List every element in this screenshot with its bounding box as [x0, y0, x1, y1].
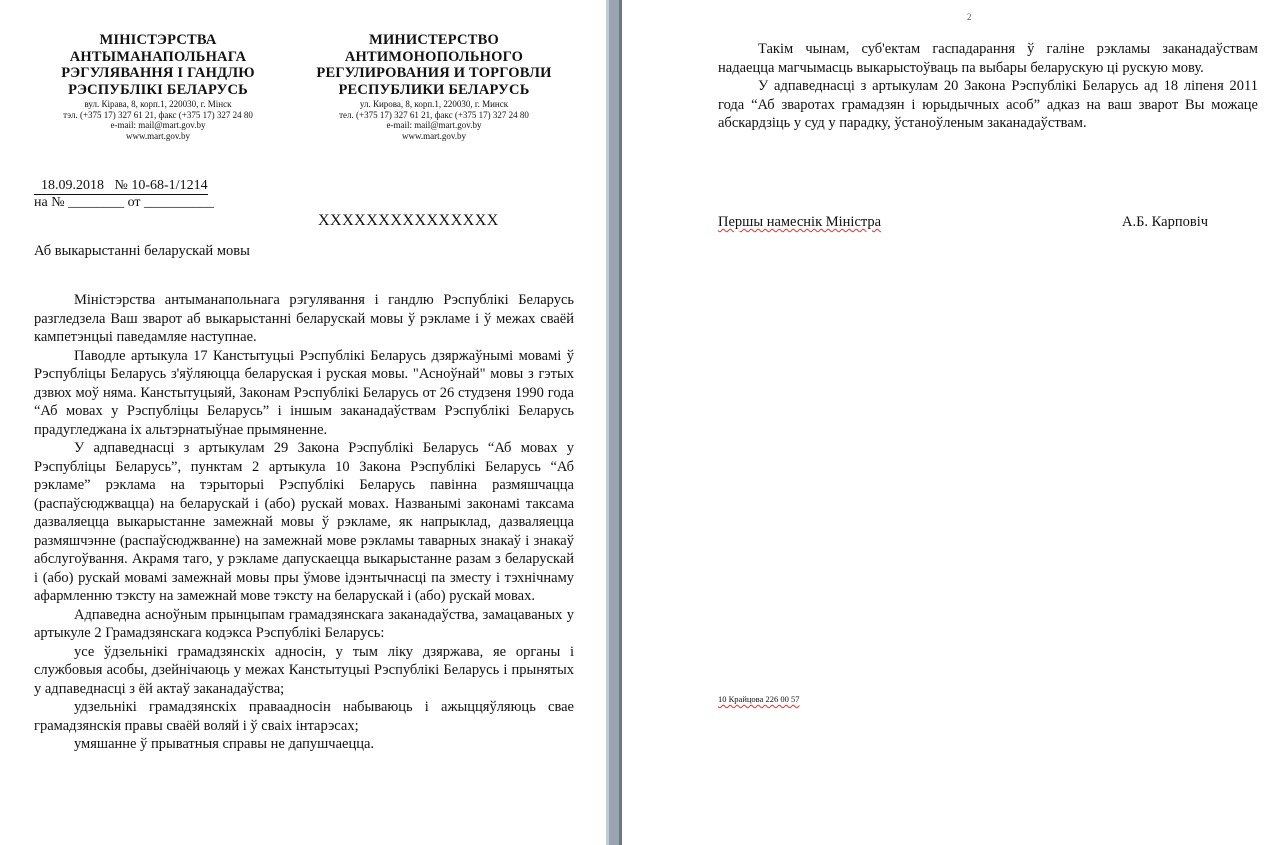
- document-number: № 10-68-1/1214: [114, 178, 208, 193]
- letterhead-ru-line-3: РЕГУЛИРОВАНИЯ И ТОРГОВЛИ: [316, 65, 552, 81]
- document-page-1: [0, 0, 606, 845]
- address-email: e-mail: mail@mart.gov.by: [386, 120, 482, 130]
- body-paragraph: удзельнікі грамадзянскіх праваадносін набываюць і ажыццяўляюць свае грамадзянскія правы сваёй воляй і ў сваіх інтарэсах;: [34, 699, 574, 734]
- ref-blank: ________: [68, 195, 125, 210]
- addressee: ХХХХХХХХХХХХХХХ: [318, 212, 499, 229]
- letterhead-by-line-3: РЭГУЛЯВАННЯ І ГАНДЛЮ: [61, 65, 255, 81]
- letterhead-ru-address: [298, 99, 570, 141]
- document-body-page-2: [718, 40, 1258, 133]
- letterhead-by-line-4: РЭСПУБЛІКІ БЕЛАРУСЬ: [68, 81, 248, 98]
- address-street: вул. Кірава, 8, корп.1, 220030, г. Мінск: [84, 99, 232, 109]
- document-date: 18.09.2018: [34, 178, 115, 195]
- signature-name: А.Б. Карповіч: [1122, 214, 1209, 230]
- letterhead-by-line-1: МІНІСТЭРСТВА: [99, 32, 217, 48]
- document-date-number: [34, 178, 208, 195]
- address-phone: тэл. (+375 17) 327 61 21, факс (+375 17) 327 24 80: [63, 109, 253, 120]
- address-website: www.mart.gov.by: [401, 130, 467, 141]
- letterhead-ru-line-1: МИНИСТЕРСТВО: [369, 32, 499, 48]
- letterhead-belarusian: [26, 32, 290, 141]
- letterhead-by-address: [26, 99, 290, 141]
- address-website: www.mart.gov.by: [125, 130, 191, 141]
- body-paragraph: усе ўдзельнікі грамадзянскіх адносін, у тым ліку дзяржава, яе органы і службовыя асобы, дзейнічаюць у межах Канстытуцыі Рэспублікі Беларусь і прынятых у адпаведнасці з ёй актаў заканадаўства;: [34, 643, 574, 697]
- letterhead-russian: [298, 32, 570, 141]
- document-subject: Аб выкарыстанні беларускай мовы: [34, 243, 250, 259]
- body-paragraph: Паводле артыкула 17 Канстытуцыі Рэспублікі Беларусь дзяржаўнымі мовамі ў Рэспубліцы Беларусь з'яўляюцца беларуская і руская мовы. "Асноўнай" мовы з гэтых дзвюх моў няма. Канстытуцыяй, Законам Рэспублікі Беларусь от 26 студзеня 1990 года “Аб мовах у Рэспубліцы Беларусь” і іншым заканадаўствам Рэспублікі Беларусь прадугледжана іх альтэрнатыўнае прымяненне.: [34, 347, 574, 438]
- body-paragraph: Адпаведна асноўным прынцыпам грамадзянскага заканадаўства, замацаваных у артыкуле 2 Грамадзянскага кодэкса Рэспублікі Беларусь:: [34, 606, 574, 641]
- page-separator: [606, 0, 622, 845]
- separator-edge-left: [606, 0, 609, 845]
- signature-title: Першы намеснік Міністра: [718, 214, 882, 230]
- letterhead-ru-line-2: АНТИМОНОПОЛЬНОГО: [344, 48, 524, 65]
- ref-from: от: [127, 195, 141, 210]
- letterhead-by-line-2: АНТЫМАНАПОЛЬНАГА: [69, 48, 247, 65]
- document-reference: [34, 195, 214, 211]
- address-street: ул. Кирова, 8, корп.1, 220030, г. Минск: [359, 99, 509, 109]
- address-email: e-mail: mail@mart.gov.by: [110, 120, 206, 130]
- body-paragraph: У адпаведнасці з артыкулам 29 Закона Рэспублікі Беларусь “Аб мовах у Рэспубліцы Беларусь”, пунктам 2 артыкула 10 Закона Рэспублікі Беларусь “Аб рэкламе” рэклама на тэрыторыі Рэспублікі Беларусь павінна размяшчацца (распаўсюджвацца) на беларускай і (або) рускай мовах. Названымі законамі таксама дазваляецца выкарыстанне замежнай мовы ў рэкламе, як напрыклад, дазваляецца размяшчэнне (распаўсюджванне) на замежнай мове рэкламы таварных знакаў і знакаў абслугоўвання. Акрамя таго, у рэкламе дапускаецца выкарыстанне разам з беларускай і (або) рускай мовамі замежнай мовы пры ўмове ідэнтычнасці па зместу і тэхнічнаму афармленню тэксту на замежнай мове тэксту на беларускай і (або) рускай мовах.: [34, 440, 574, 604]
- letterhead-ru-line-4: РЕСПУБЛИКИ БЕЛАРУСЬ: [338, 81, 530, 98]
- document-page-2: [622, 0, 1280, 845]
- body-paragraph: Міністэрства антыманапольнага рэгулявання і гандлю Рэспублікі Беларусь разгледзела Ваш зварот аб выкарыстанні беларускай мовы ў рэкламе і ў межах сваёй кампетэнцыі паведамляе наступнае.: [34, 292, 574, 345]
- document-body-page-1: [34, 291, 574, 754]
- address-phone: тел. (+375 17) 327 61 21, факс (+375 17) 327 24 80: [339, 109, 529, 120]
- page-number: 2: [967, 12, 972, 22]
- executor-note: 10 Крайцова 226 00 57: [718, 694, 800, 704]
- ref-from-blank: __________: [144, 195, 215, 210]
- body-paragraph: Такім чынам, суб'ектам гаспадарання ў галіне рэкламы заканадаўствам надаецца магчымасць выкарыстоўваць па выбары беларускую ці рускую мову.: [718, 41, 1258, 76]
- ref-prefix: на №: [34, 195, 65, 210]
- body-paragraph: умяшанне ў прыватныя справы не дапушчаецца.: [74, 736, 375, 752]
- body-paragraph: У адпаведнасці з артыкулам 20 Закона Рэспублікі Беларусь ад 18 ліпеня 2011 года “Аб зваротах грамадзян і юрыдычных асоб” адказ на ваш зварот Вы можаце абскардзіць у суд у парадку, ўстаноўленым заканадаўствам.: [718, 78, 1258, 131]
